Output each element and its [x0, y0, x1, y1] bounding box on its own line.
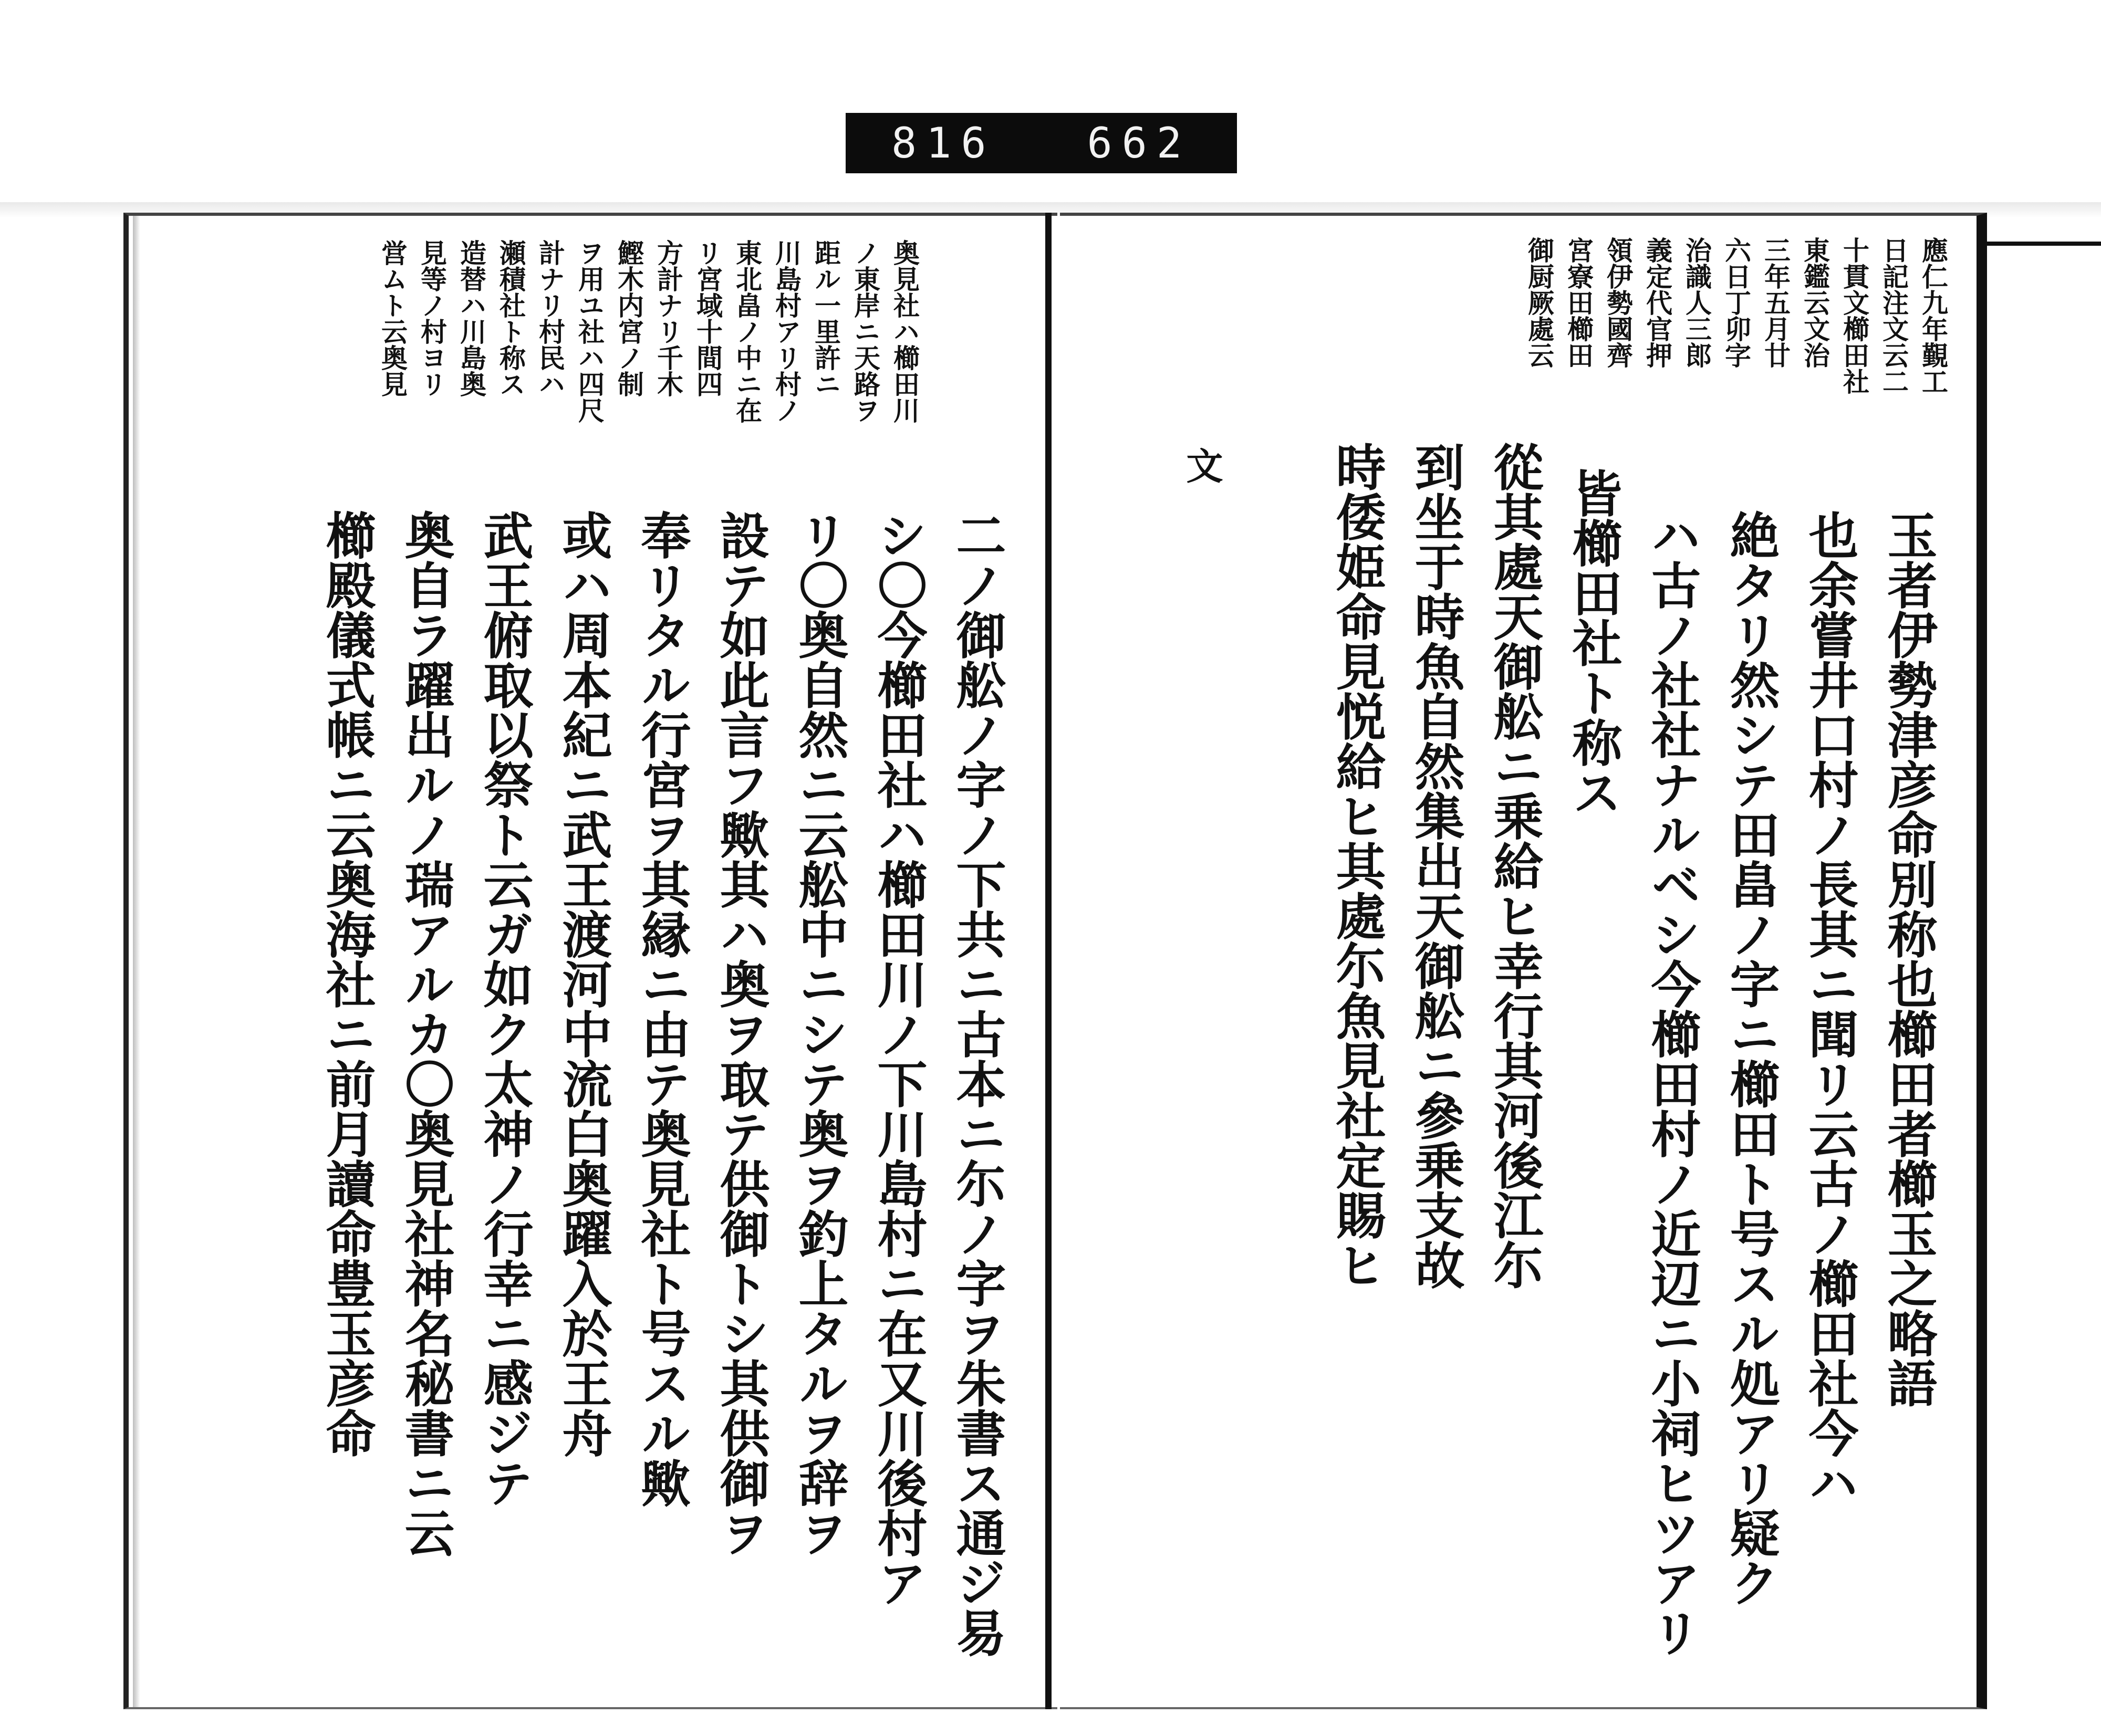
right-trailing-char: 文: [1180, 447, 1224, 484]
left-page: [123, 213, 1057, 1709]
right-note-col-5: 三年五月廿: [1760, 237, 1791, 368]
left-main-col-5: 奉リタル行宮ヲ其縁ニ由テ奥見社ト号スル歟: [633, 510, 691, 1508]
right-note-col-9: 領伊勢國齊: [1603, 237, 1634, 368]
left-note-col-10: 計ナリ村民ハ: [535, 239, 566, 397]
right-note-col-6: 六日丁卯字: [1721, 237, 1752, 368]
left-main-col-9: 櫛殿儀式帳ニ云奥海社ニ前月讀命豊玉彦命: [318, 510, 376, 1458]
left-note-col-9: ヲ用ユ社ハ四尺: [574, 239, 605, 423]
left-main-col-7: 武王俯取以祭ト云ガ如ク太神ノ行幸ニ感ジテ: [475, 510, 534, 1508]
left-note-col-7: 方計ナリ千木: [653, 239, 684, 397]
left-main-col-1: 二ノ御舩ノ字ノ下共ニ古本ニ尓ノ字ヲ朱書ス通ジ易: [948, 510, 1006, 1657]
left-note-col-11: 瀬積社ト称ス: [495, 239, 526, 397]
right-note-col-7: 治識人三郎: [1681, 237, 1712, 368]
left-note-col-12: 造替ハ川島奥: [456, 239, 487, 397]
right-page: [1060, 213, 1987, 1709]
left-note-col-1: 奥見社ハ櫛田川: [889, 239, 920, 423]
right-main-col-6: 從其處天御舩ニ乗給ヒ幸行其河後江尓: [1485, 442, 1544, 1290]
book-spine: [1045, 213, 1052, 1709]
left-main-col-3: リ〇奥自然ニ云舩中ニシテ奥ヲ釣上タルヲ辞ヲ: [791, 510, 849, 1557]
left-note-col-5: 東北畠ノ中ニ在: [732, 239, 763, 423]
right-note-col-11: 御厨厥處云: [1524, 237, 1555, 368]
left-note-col-6: リ宮域十間四: [692, 239, 723, 397]
right-edge-rule: [1983, 242, 2101, 246]
accession-label: [846, 113, 1237, 173]
right-main-col-7: 到坐于時魚自然集出天御舩ニ參乗支故: [1407, 442, 1465, 1290]
right-main-col-5: 皆櫛田社ト称ス: [1564, 468, 1622, 817]
right-main-col-2: 也余嘗井口村ノ長其ニ聞リ云古ノ櫛田社今ハ: [1801, 510, 1859, 1508]
left-note-col-4: 川島村アリ村ノ: [771, 239, 802, 423]
right-note-col-8: 義定代官押: [1642, 237, 1673, 368]
accession-number-left: 816: [891, 119, 996, 168]
right-main-col-1: 玉者伊勢津彦命別称也櫛田者櫛玉之略語: [1879, 510, 1938, 1408]
left-note-col-3: 距ル一里許ニ: [810, 239, 841, 397]
left-note-col-13: 見等ノ村ヨリ: [417, 239, 448, 397]
left-note-col-2: ノ東岸ニ天路ヲ: [850, 239, 881, 423]
right-main-col-4: ハ古ノ社社ナルベシ今櫛田村ノ近辺ニ小祠ヒツアリ: [1643, 510, 1701, 1657]
accession-number-right: 662: [1087, 119, 1191, 168]
right-note-col-2: 日記注文云二: [1878, 237, 1909, 394]
right-note-col-10: 宮寮田櫛田: [1563, 237, 1594, 368]
left-main-col-4: 設テ如此言フ歟其ハ奥ヲ取テ供御トシ其供御ヲ: [712, 510, 770, 1557]
left-main-col-2: シ〇今櫛田社ハ櫛田川ノ下川島村ニ在又川後村ア: [869, 510, 928, 1607]
right-main-col-8: 時倭姫命見悦給ヒ其處尓魚見社定賜ヒ: [1328, 442, 1386, 1290]
left-note-col-8: 鰹木内宮ノ制: [613, 239, 644, 397]
right-note-col-4: 東鑑云文治: [1800, 237, 1830, 368]
left-main-col-6: 或ハ周本紀ニ武王渡河中流白奥躍入於王舟: [554, 510, 612, 1458]
left-note-col-14: 営ムト云奥見: [377, 239, 408, 397]
left-main-col-8: 奥自ラ躍出ルノ瑞アルカ〇奥見社神名秘書ニ云: [397, 510, 455, 1557]
right-note-col-3: 十貫文櫛田社: [1839, 237, 1870, 394]
right-note-col-1: 應仁九年覲工: [1918, 237, 1949, 394]
right-main-col-3: 絶タリ然シテ田畠ノ字ニ櫛田ト号スル処アリ疑ク: [1722, 510, 1780, 1607]
